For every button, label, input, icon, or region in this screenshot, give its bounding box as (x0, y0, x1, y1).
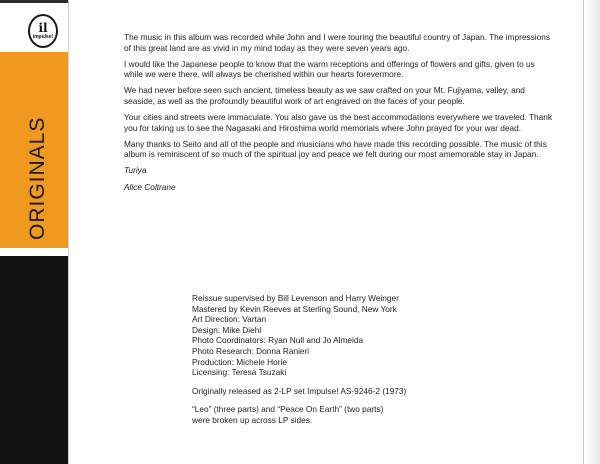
liner-paragraph: Many thanks to Seito and all of the people and musicians who have made this recording possible. The music of this album is reminiscent of so much of the spiritual joy and peace we felt during our most amemorable stay in Japan. (124, 138, 547, 160)
credit-line: Design: Mike Diehl (192, 324, 262, 335)
signature-turiya: Turiya (124, 165, 147, 176)
signature-alice-coltrane: Alice Coltrane (124, 181, 176, 192)
page-edge (583, 0, 600, 464)
spine-title: ORIGINALS (26, 116, 49, 240)
liner-paragraph: We had never before seen such ancient, timeless beauty as we saw crafted on your Mt. Fujiyama, valley, and seaside, as well as the profoundly beautiful work of art engraved on the faces of your people. (124, 85, 525, 106)
credits (192, 293, 522, 426)
credit-line: Licensing: Teresa Tsuzaki (192, 367, 287, 378)
liner-paragraph: The music in this album was recorded while John and I were touring the beautiful country of Japan. The impressions of this great land are as vivid in my mind today as they were seven years ago. (124, 32, 550, 53)
spacer (192, 396, 522, 404)
impulse-logo (28, 14, 58, 48)
credit-line: Photo Coordinators: Ryan Null and Jo Almeida (192, 335, 364, 346)
liner-paragraph: I would like the Japanese people to know that the warm receptions and offerings of flowers and gifts, given to us while we were there, will always be cherished within our hearts forevermore. (124, 58, 535, 80)
credit-line: Photo Research: Donna Ranieri (192, 345, 310, 356)
credit-line: Production: Michele Horie (192, 356, 287, 367)
spine (0, 0, 69, 464)
credit-line: Art Direction: Vartan (192, 314, 267, 325)
liner-paragraph: Your cities and streets were immaculate. You also gave us the best accommodations everywhere we traveled. Thank you for taking us to see the Nagasaki and Hiroshima world memorials where John prayed for your war dead. (124, 112, 552, 133)
logo-text: impulse! (32, 33, 54, 40)
liner-notes (124, 32, 554, 198)
spine-top-bar (0, 0, 68, 3)
credit-line: Mastered by Kevin Reeves at Sterling Sound, New York (192, 303, 397, 314)
credit-line: Reissue supervised by Bill Levenson and Harry Weinger (192, 293, 399, 303)
release-note: Originally released as 2-LP set Impulse! AS-9246-2 (1973) (192, 385, 407, 396)
black-band (0, 256, 68, 464)
spacer (192, 378, 522, 386)
logo-mark: il (38, 20, 48, 35)
track-note: were broken up across LP sides. (192, 414, 313, 425)
track-note: “Leo” (three parts) and “Peace On Earth” (two parts) (192, 404, 384, 415)
